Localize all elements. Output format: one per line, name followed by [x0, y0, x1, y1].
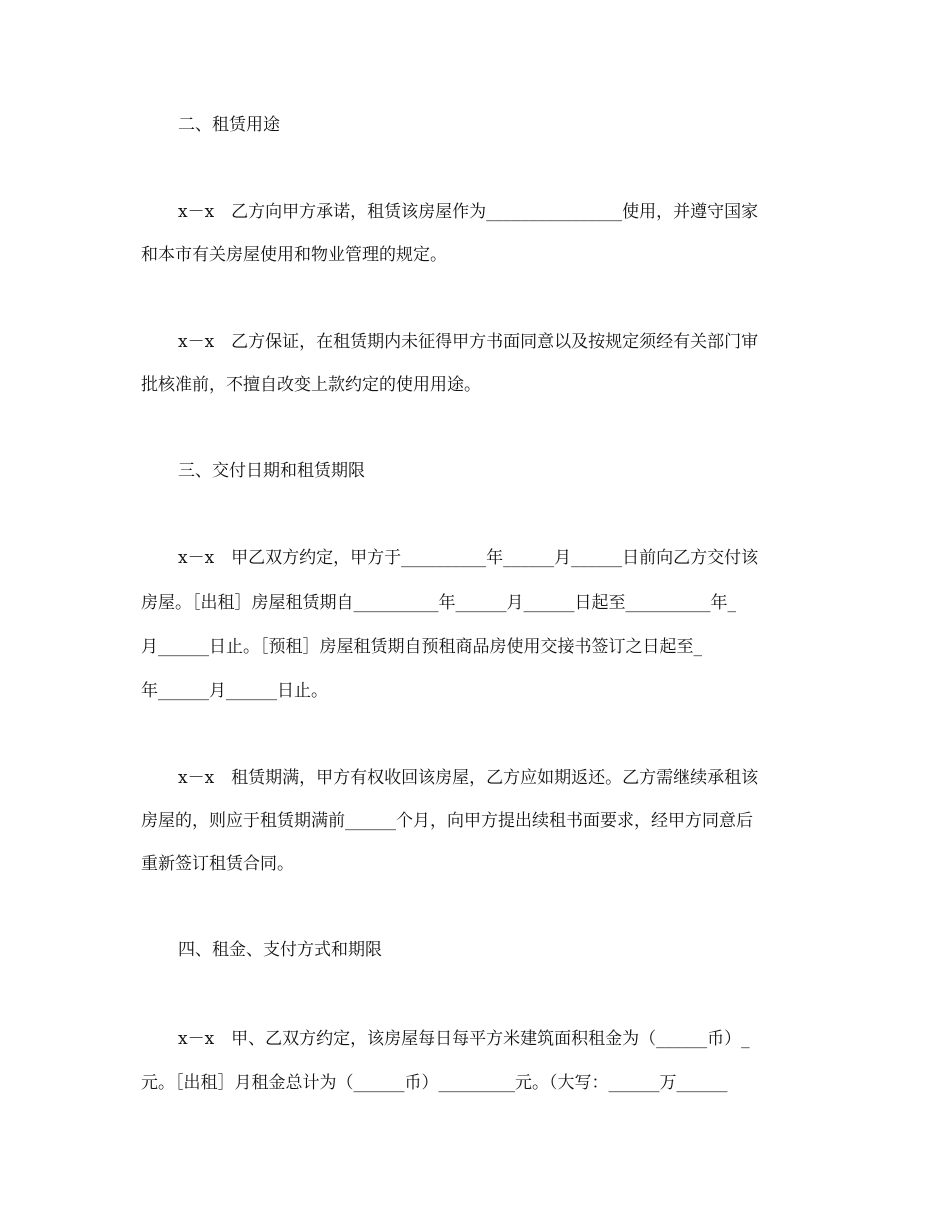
clause-line: 房屋的，则应于租赁期满前______个月，向甲方提出续租书面要求，经甲方同意后: [141, 811, 753, 831]
clause-line: x－x 租赁期满，甲方有权收回该房屋，乙方应如期返还。乙方需继续承租该: [178, 768, 759, 788]
clause-line: 月______日止。［预租］房屋租赁期自预租商品房使用交接书签订之日起至_: [141, 637, 702, 657]
clause-line: 元。［出租］月租金总计为（______币）_________元。（大写：______万______: [141, 1073, 728, 1093]
clause-line: x－x 甲乙双方约定，甲方于__________年______月______日前向乙方交付该: [178, 548, 759, 568]
section-heading-rent-payment: 四、租金、支付方式和期限: [178, 940, 382, 960]
clause-line: x－x 甲、乙双方约定，该房屋每日每平方米建筑面积租金为（______币）_: [178, 1029, 750, 1049]
clause-line: 批核准前，不擅自改变上款约定的使用用途。: [141, 375, 481, 395]
clause-line: x－x 乙方保证，在租赁期内未征得甲方书面同意以及按规定须经有关部门审: [178, 332, 759, 352]
clause-line: 和本市有关房屋使用和物业管理的规定。: [141, 245, 447, 265]
clause-line: 重新签订租赁合同。: [141, 854, 294, 874]
section-heading-delivery-term: 三、交付日期和租赁期限: [178, 461, 365, 481]
clause-line: 年______月______日止。: [141, 681, 328, 701]
clause-line: x－x 乙方向甲方承诺，租赁该房屋作为________________使用，并遵守国家: [178, 202, 759, 222]
section-heading-rental-use: 二、租赁用途: [178, 115, 280, 135]
clause-line: 房屋。［出租］房屋租赁期自__________年______月______日起至__________年_: [141, 593, 736, 613]
